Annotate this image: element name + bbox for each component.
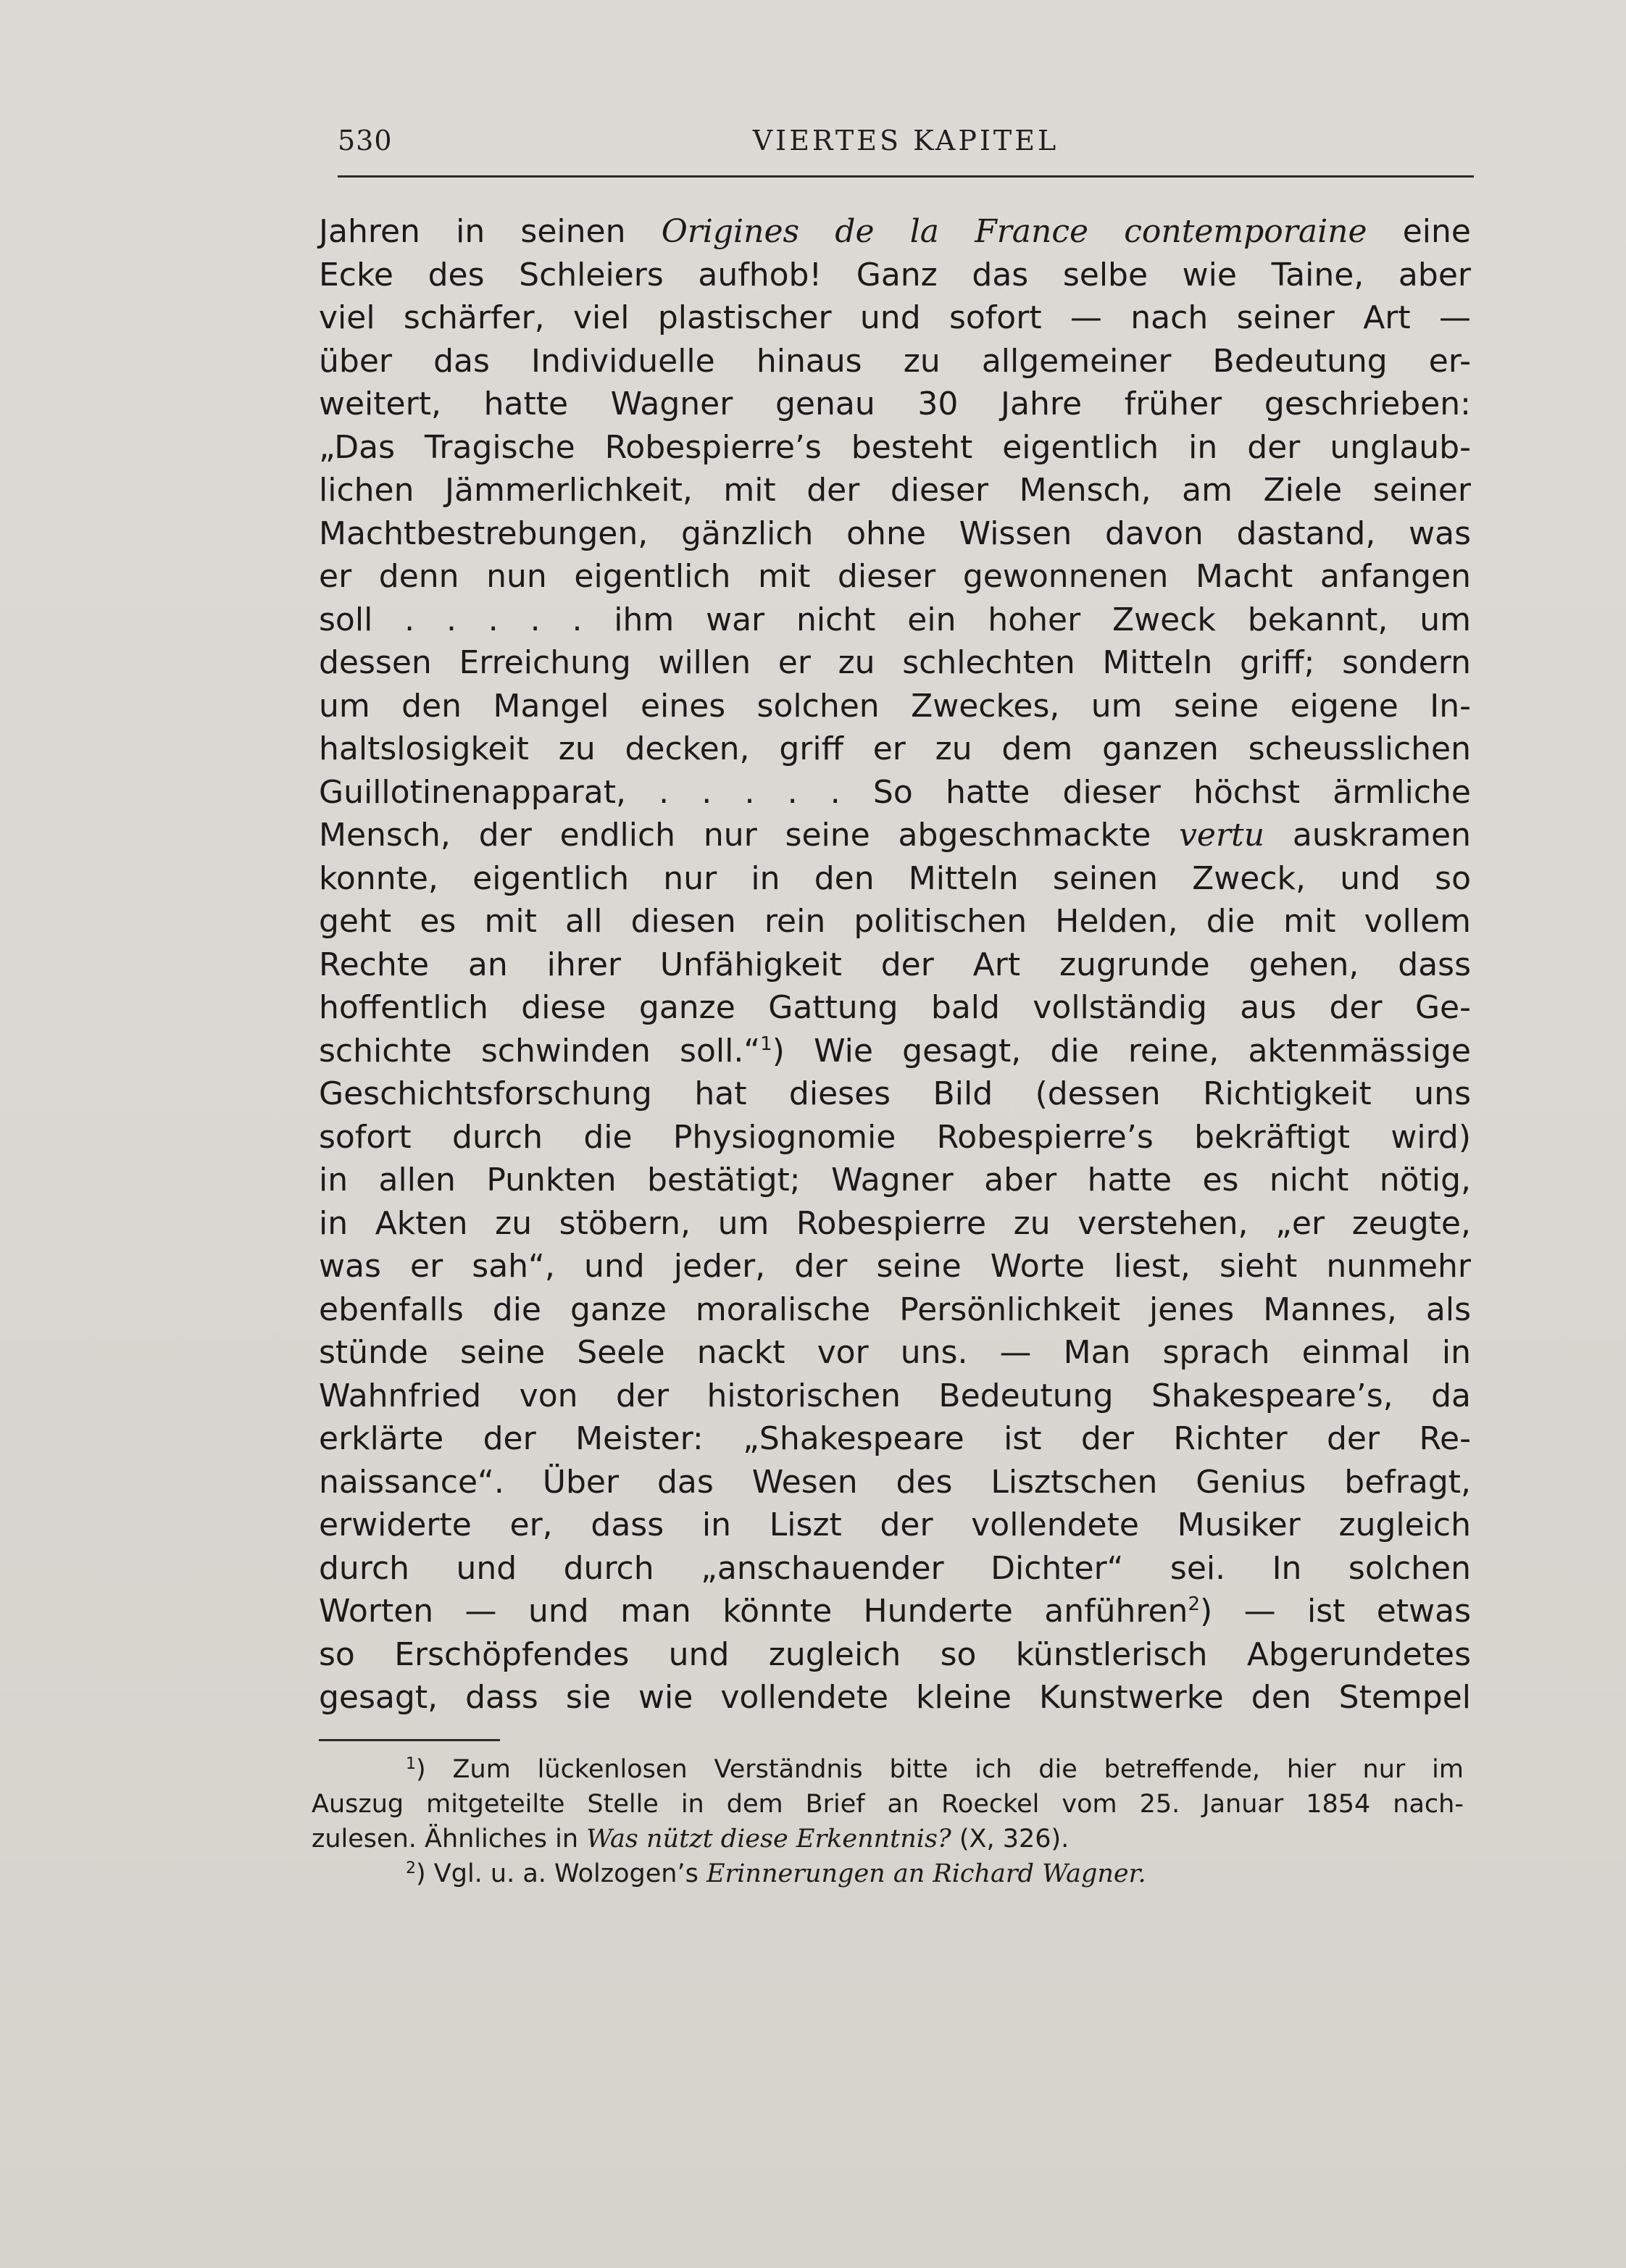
footnote-rule — [319, 1739, 500, 1741]
body-line — [319, 727, 1471, 771]
body-line — [319, 1202, 1471, 1246]
body-line — [319, 900, 1471, 943]
footnote-marker: 1 — [406, 1755, 416, 1773]
body-line — [319, 296, 1471, 340]
text-run: dessen Erreichung willen er zu schlechten Mitteln griff; sondern — [319, 644, 1471, 681]
footnote-line — [312, 1752, 1464, 1787]
body-line — [319, 1288, 1471, 1332]
text-run: viel schärfer, viel plastischer und sofort — nach seiner Art — — [319, 299, 1471, 336]
text-run: ) Zum lückenlosen Verständnis bitte ich die betreffende, hier nur im — [416, 1755, 1464, 1784]
italic-text: Origines de la France contemporaine — [661, 213, 1367, 250]
text-run: zulesen. Ähnliches in — [312, 1825, 587, 1854]
text-run: haltslosigkeit zu decken, griff er zu dem ganzen scheusslichen — [319, 730, 1471, 767]
text-run: ebenfalls die ganze moralische Persönlichkeit jenes Mannes, als — [319, 1291, 1471, 1328]
body-line — [319, 1072, 1471, 1116]
text-run: Mensch, der endlich nur seine abgeschmackte — [319, 817, 1180, 854]
text-run: in allen Punkten bestätigt; Wagner aber hatte es nicht nötig, — [319, 1162, 1471, 1198]
footnote-line — [312, 1787, 1464, 1822]
text-run: Geschichtsforschung hat dieses Bild (dessen Richtigkeit uns — [319, 1075, 1471, 1112]
body-line — [319, 641, 1471, 685]
text-run: erklärte der Meister: „Shakespeare ist der Richter der Re- — [319, 1420, 1471, 1457]
footnote-marker: 1 — [760, 1033, 772, 1055]
body-line — [319, 814, 1471, 857]
header-rule — [338, 175, 1474, 178]
text-run: soll . . . . . ihm war nicht ein hoher Zweck bekannt, um — [319, 601, 1471, 638]
text-run: auskramen — [1264, 817, 1471, 854]
text-run: Machtbestrebungen, gänzlich ohne Wissen davon dastand, was — [319, 514, 1471, 552]
text-run: schichte schwinden soll.“ — [319, 1032, 761, 1070]
text-run: weitert, hatte Wagner genau 30 Jahre früher geschrieben: — [319, 385, 1471, 422]
text-run: erwiderte er, dass in Liszt der vollendete Musiker zugleich — [319, 1506, 1471, 1543]
body-line — [319, 599, 1471, 642]
footnote-marker: 2 — [1188, 1593, 1200, 1615]
body-line — [319, 1245, 1471, 1288]
italic-text: Erinnerungen an Richard Wagner. — [706, 1859, 1146, 1888]
text-run: in Akten zu stöbern, um Robespierre zu verstehen, „er zeugte, — [319, 1204, 1471, 1242]
text-run: gesagt, dass sie wie vollendete kleine Kunstwerke den Stempel — [319, 1679, 1471, 1716]
text-run: Jahren in seinen — [319, 213, 662, 250]
text-run: Guillotinenapparat, . . . . . So hatte dieser höchst ärmliche — [319, 773, 1471, 811]
footnote-line — [312, 1822, 1464, 1856]
text-run: lichen Jämmerlichkeit, mit der dieser Mensch, am Ziele seiner — [319, 472, 1471, 509]
text-run: naissance“. Über das Wesen des Lisztschen Genius befragt, — [319, 1463, 1471, 1501]
text-run: ) — ist etwas — [1199, 1593, 1471, 1630]
body-line — [319, 512, 1471, 556]
body-line — [319, 1159, 1471, 1202]
body-text — [319, 210, 1471, 1719]
footnote-marker: 2 — [406, 1859, 416, 1877]
text-run: um den Mangel eines solchen Zweckes, um seine eigene In- — [319, 687, 1471, 725]
text-run: Rechte an ihrer Unfähigkeit der Art zugrunde gehen, dass — [319, 946, 1471, 983]
text-run: so Erschöpfendes und zugleich so künstlerisch Abgerundetes — [319, 1635, 1471, 1673]
page-header — [338, 125, 1474, 168]
running-head: VIERTES KAPITEL — [752, 125, 1059, 157]
text-run: stünde seine Seele nackt vor uns. — Man sprach einmal in — [319, 1334, 1471, 1371]
text-run: (X, 326). — [951, 1825, 1070, 1854]
text-run: Auszug mitgeteilte Stelle in dem Brief an Roeckel vom 25. Januar 1854 nach- — [312, 1790, 1464, 1819]
text-run: er denn nun eigentlich mit dieser gewonnenen Macht anfangen — [319, 558, 1471, 595]
text-run: konnte, eigentlich nur in den Mitteln seinen Zweck, und so — [319, 859, 1471, 897]
body-line — [319, 340, 1471, 383]
body-line — [319, 383, 1471, 426]
body-line — [319, 857, 1471, 901]
body-line — [319, 1030, 1471, 1073]
body-line — [319, 1461, 1471, 1504]
body-line — [319, 1633, 1471, 1677]
body-line — [319, 1375, 1471, 1418]
body-line — [319, 986, 1471, 1030]
text-run: eine — [1367, 213, 1471, 250]
text-run: geht es mit all diesen rein politischen Helden, die mit vollem — [319, 903, 1471, 940]
footnotes — [312, 1752, 1464, 1891]
body-line — [319, 1547, 1471, 1590]
body-line — [319, 555, 1471, 599]
body-line — [319, 426, 1471, 470]
text-run: Ecke des Schleiers aufhob! Ganz das selbe wie Taine, aber — [319, 256, 1471, 293]
body-line — [319, 685, 1471, 728]
body-line — [319, 254, 1471, 297]
body-line — [319, 1504, 1471, 1547]
body-line — [319, 771, 1471, 814]
text-run: über das Individuelle hinaus zu allgemeiner Bedeutung er- — [319, 342, 1471, 380]
body-line — [319, 1417, 1471, 1461]
page-number: 530 — [338, 125, 393, 157]
text-run: ) Vgl. u. a. Wolzogen’s — [416, 1859, 706, 1888]
text-run: was er sah“, und jeder, der seine Worte liest, sieht nunmehr — [319, 1248, 1471, 1285]
text-run: Worten — und man könnte Hunderte anführen — [319, 1593, 1188, 1630]
text-run: „Das Tragische Robespierre’s besteht eigentlich in der unglaub- — [319, 428, 1471, 466]
body-line — [319, 1331, 1471, 1375]
body-line — [319, 943, 1471, 987]
italic-text: Was nützt diese Erkenntnis? — [586, 1825, 951, 1854]
text-run: durch und durch „anschauender Dichter“ sei. In solchen — [319, 1549, 1471, 1587]
text-run: Wahnfried von der historischen Bedeutung Shakespeare’s, da — [319, 1377, 1471, 1414]
text-run: hoffentlich diese ganze Gattung bald vollständig aus der Ge- — [319, 989, 1471, 1026]
body-line — [319, 1116, 1471, 1159]
text-run: ) Wie gesagt, die reine, aktenmässige — [772, 1032, 1471, 1070]
body-line — [319, 1676, 1471, 1719]
body-line — [319, 1590, 1471, 1633]
footnote-line — [312, 1856, 1464, 1891]
body-line — [319, 469, 1471, 512]
italic-text: vertu — [1179, 817, 1265, 854]
text-run: sofort durch die Physiognomie Robespierre’s bekräftigt wird) — [319, 1118, 1471, 1156]
body-line — [319, 210, 1471, 254]
